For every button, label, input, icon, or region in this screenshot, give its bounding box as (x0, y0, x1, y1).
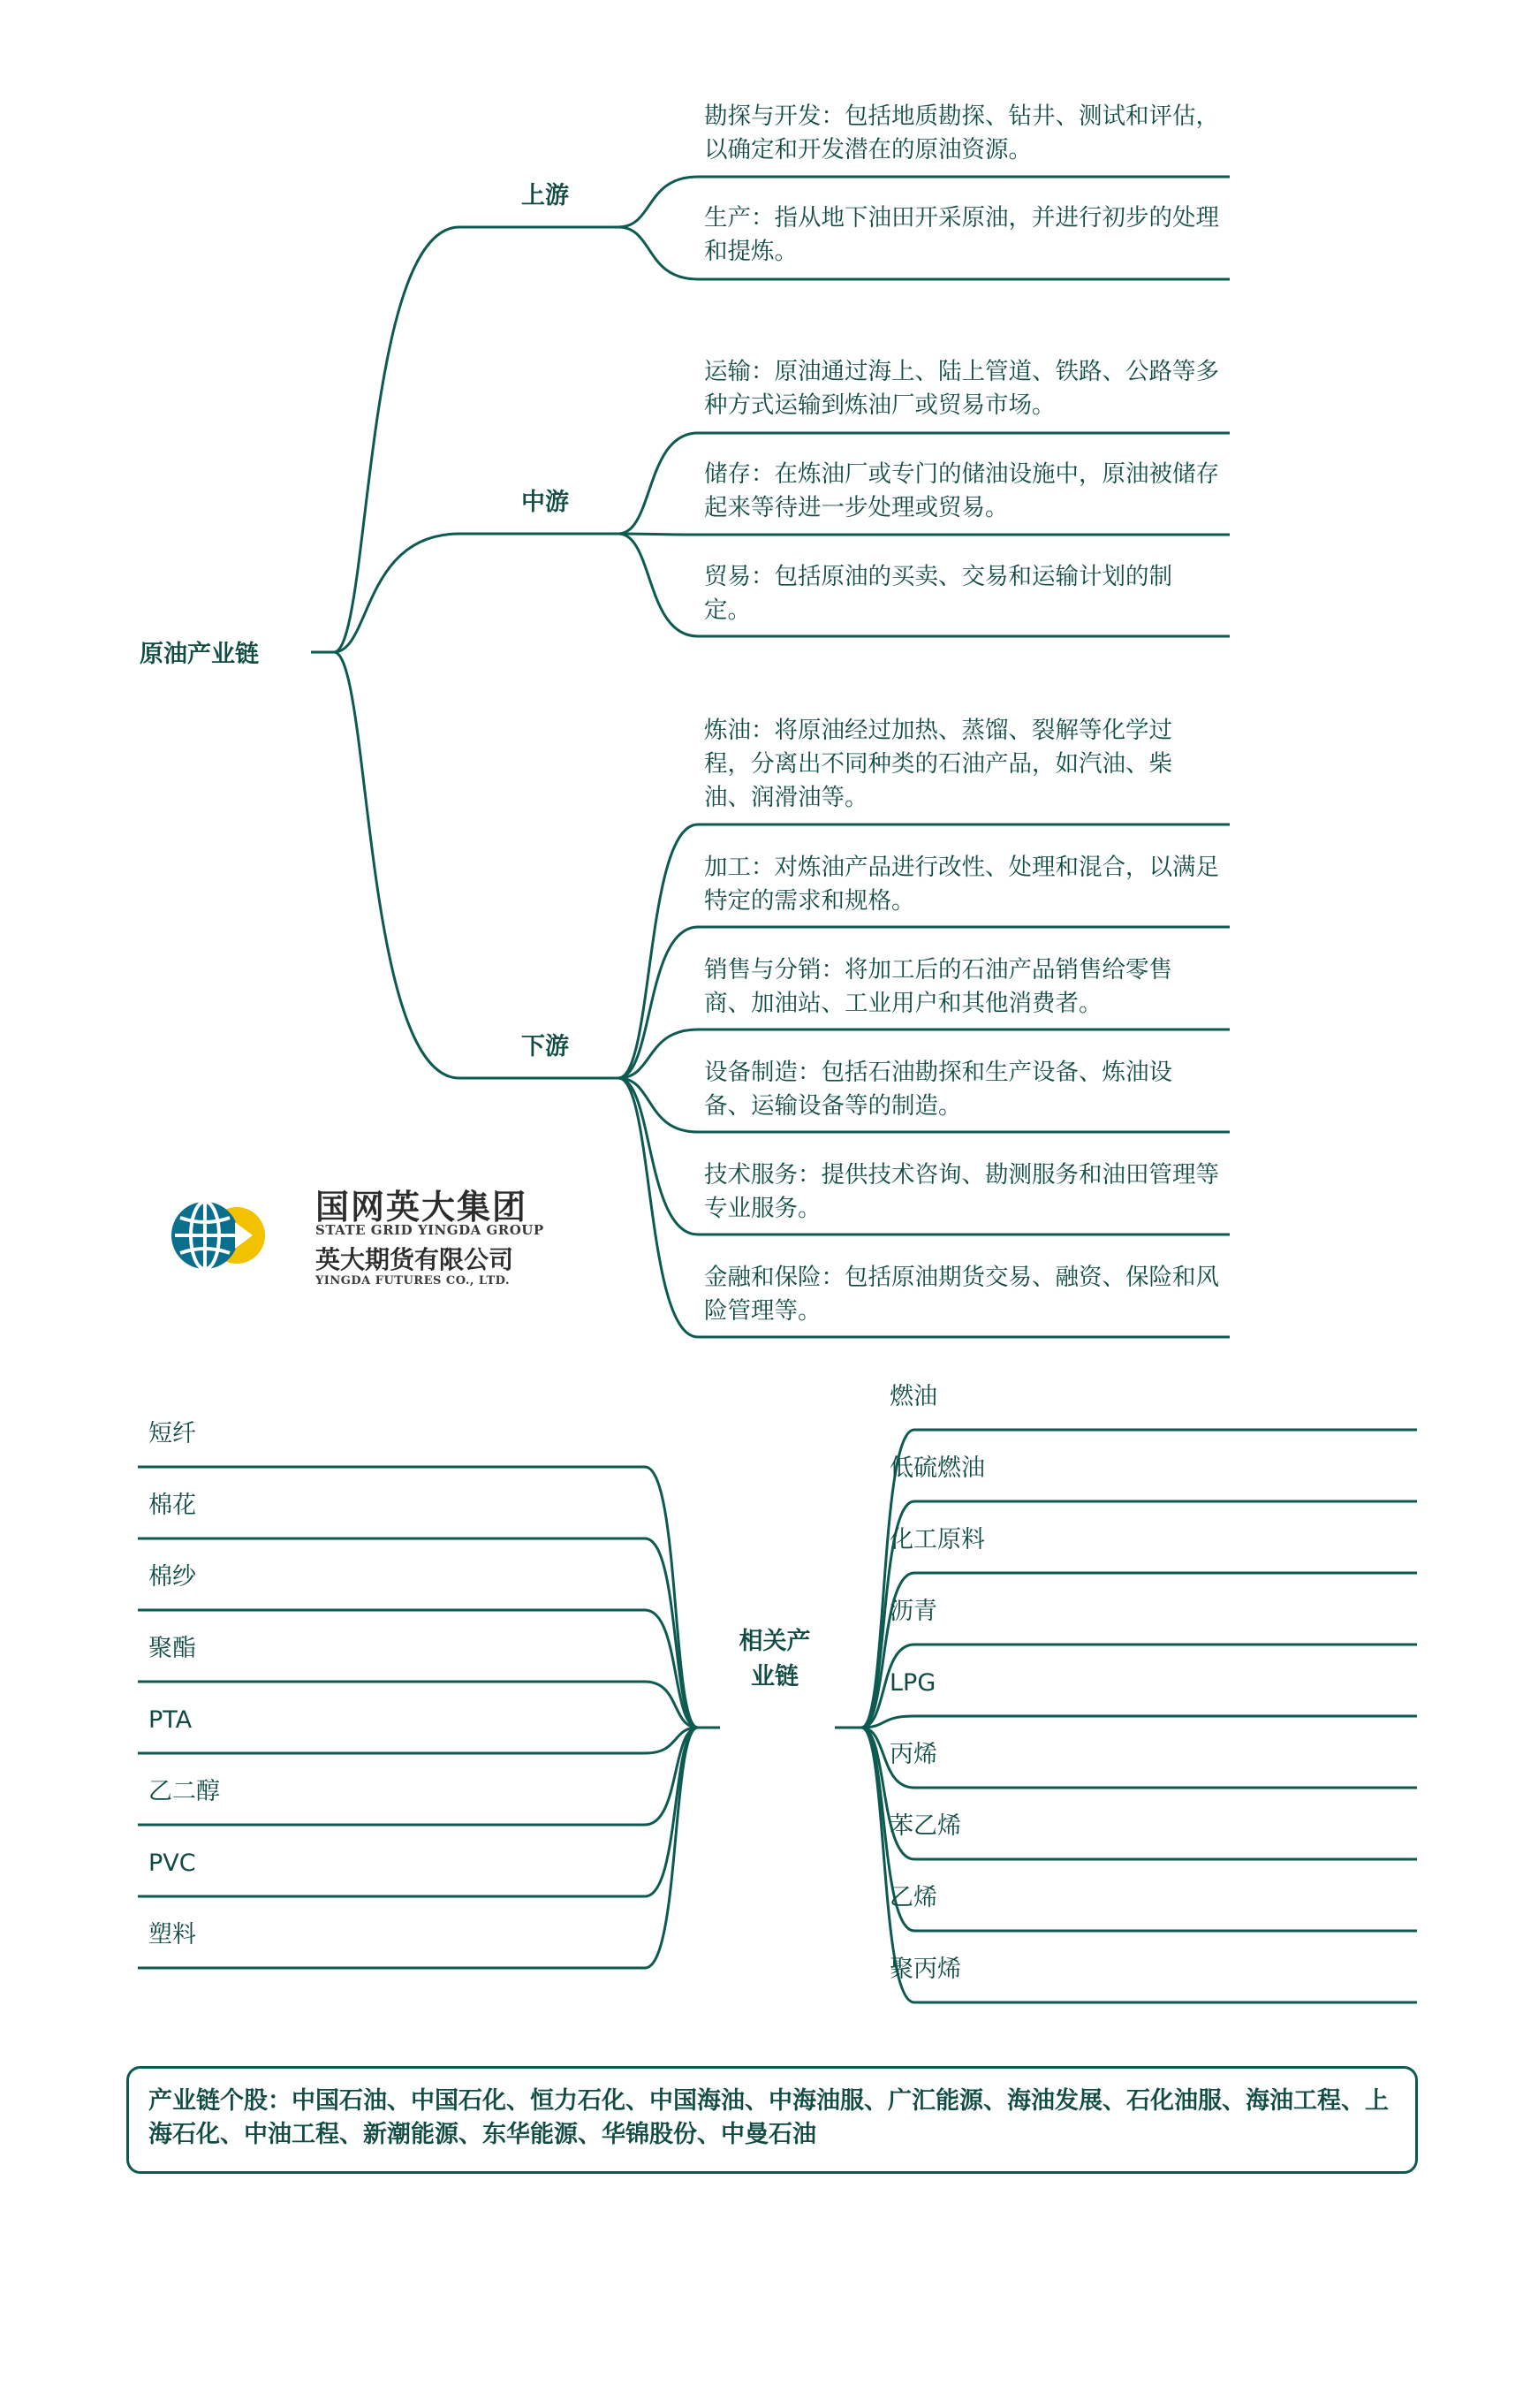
logo-company-en: YINGDA FUTURES CO., LTD. (315, 1274, 511, 1288)
left-item-cotton-yarn: 棉纱 (148, 1563, 196, 1591)
midstream-node-label: 中游 (521, 489, 569, 516)
related-center-label: 相关产业链 (739, 1628, 811, 1690)
logo-group-cn: 国网英大集团 (315, 1188, 528, 1227)
midstream-item-transport: 运输：原油通过海上、陆上管道、铁路、公路等多种方式运输到炼油厂或贸易市场。 (704, 358, 1219, 419)
upstream-node-label: 上游 (521, 182, 569, 209)
midstream-item-trade: 贸易：包括原油的买卖、交易和运输计划的制定。 (704, 563, 1172, 624)
related-left-line-1 (138, 1538, 698, 1728)
related-stocks-box (126, 2066, 1418, 2174)
right-item-fuel-oil: 燃油 (890, 1383, 937, 1410)
upstream-item-exploration: 勘探与开发：包括地质勘探、钻井、测试和评估，以确定和开发潜在的原油资源。 (704, 103, 1219, 163)
left-item-polyester: 聚酯 (148, 1635, 196, 1662)
related-left-line-7 (138, 1728, 698, 1968)
downstream-item-finance: 金融和保险：包括原油期货交易、融资、保险和风险管理等。 (704, 1264, 1219, 1325)
logo-group-en: STATE GRID YINGDA GROUP (315, 1222, 544, 1238)
right-item-chemical-feedstock: 化工原料 (890, 1526, 985, 1553)
downstream-item-refining: 炼油：将原油经过加热、蒸馏、裂解等化学过程，分离出不同种类的石油产品，如汽油、柴油、润滑油等。 (704, 717, 1172, 811)
related-left-line-3 (138, 1682, 698, 1728)
right-item-styrene: 苯乙烯 (890, 1812, 961, 1840)
downstream-item-equipment: 设备制造：包括石油勘探和生产设备、炼油设备、运输设备等的制造。 (704, 1059, 1172, 1120)
branch-downstream-line (334, 652, 618, 1078)
right-item-asphalt: 沥青 (890, 1598, 937, 1625)
downstream-item-processing: 加工：对炼油产品进行改性、处理和混合，以满足特定的需求和规格。 (704, 854, 1219, 915)
right-item-low-sulfur-fuel-oil: 低硫燃油 (890, 1455, 985, 1482)
related-left-line-4 (138, 1728, 698, 1753)
upstream-item-production: 生产：指从地下油田开采原油，并进行初步的处理和提炼。 (704, 204, 1219, 265)
logo-company-cn: 英大期货有限公司 (315, 1245, 514, 1274)
related-left-line-2 (138, 1610, 698, 1728)
related-right-line-4 (861, 1716, 1417, 1728)
right-item-lpg: LPG (890, 1669, 936, 1697)
midstream-item-storage: 储存：在炼油厂或专门的储油设施中，原油被储存起来等待进一步处理或贸易。 (704, 460, 1219, 521)
right-item-ethylene: 乙烯 (890, 1884, 937, 1911)
right-item-polypropylene: 聚丙烯 (890, 1956, 961, 1983)
company-logo (168, 1180, 574, 1303)
related-right-line-2 (861, 1573, 1417, 1728)
right-item-propylene: 丙烯 (890, 1741, 937, 1768)
branch-midstream-line (334, 534, 618, 652)
left-item-ethylene-glycol: 乙二醇 (148, 1778, 220, 1805)
root-node-label: 原油产业链 (140, 641, 259, 668)
left-item-plastics: 塑料 (148, 1921, 196, 1948)
downstream-item-tech-service: 技术服务：提供技术咨询、勘测服务和油田管理等专业服务。 (704, 1161, 1219, 1222)
related-right-line-5 (861, 1728, 1417, 1788)
left-item-pvc: PVC (148, 1850, 196, 1877)
left-item-staple-fiber: 短纤 (148, 1420, 196, 1447)
left-item-pta: PTA (148, 1706, 193, 1734)
related-left-line-5 (138, 1728, 698, 1825)
downstream-node-label: 下游 (521, 1033, 569, 1060)
globe-logo-icon (168, 1187, 265, 1284)
downstream-item-sales: 销售与分销：将加工后的石油产品销售给零售商、加油站、工业用户和其他消费者。 (704, 956, 1172, 1017)
left-item-cotton: 棉花 (148, 1492, 196, 1519)
midstream-item-underline-1 (618, 534, 1230, 535)
related-left-line-0 (138, 1467, 698, 1728)
related-stocks-text: 产业链个股：中国石油、中国石化、恒力石化、中国海油、中海油服、广汇能源、海油发展、石化油服、海油工程、上海石化、中油工程、新潮能源、东华能源、华锦股份、中曼石油 (148, 2087, 1389, 2148)
